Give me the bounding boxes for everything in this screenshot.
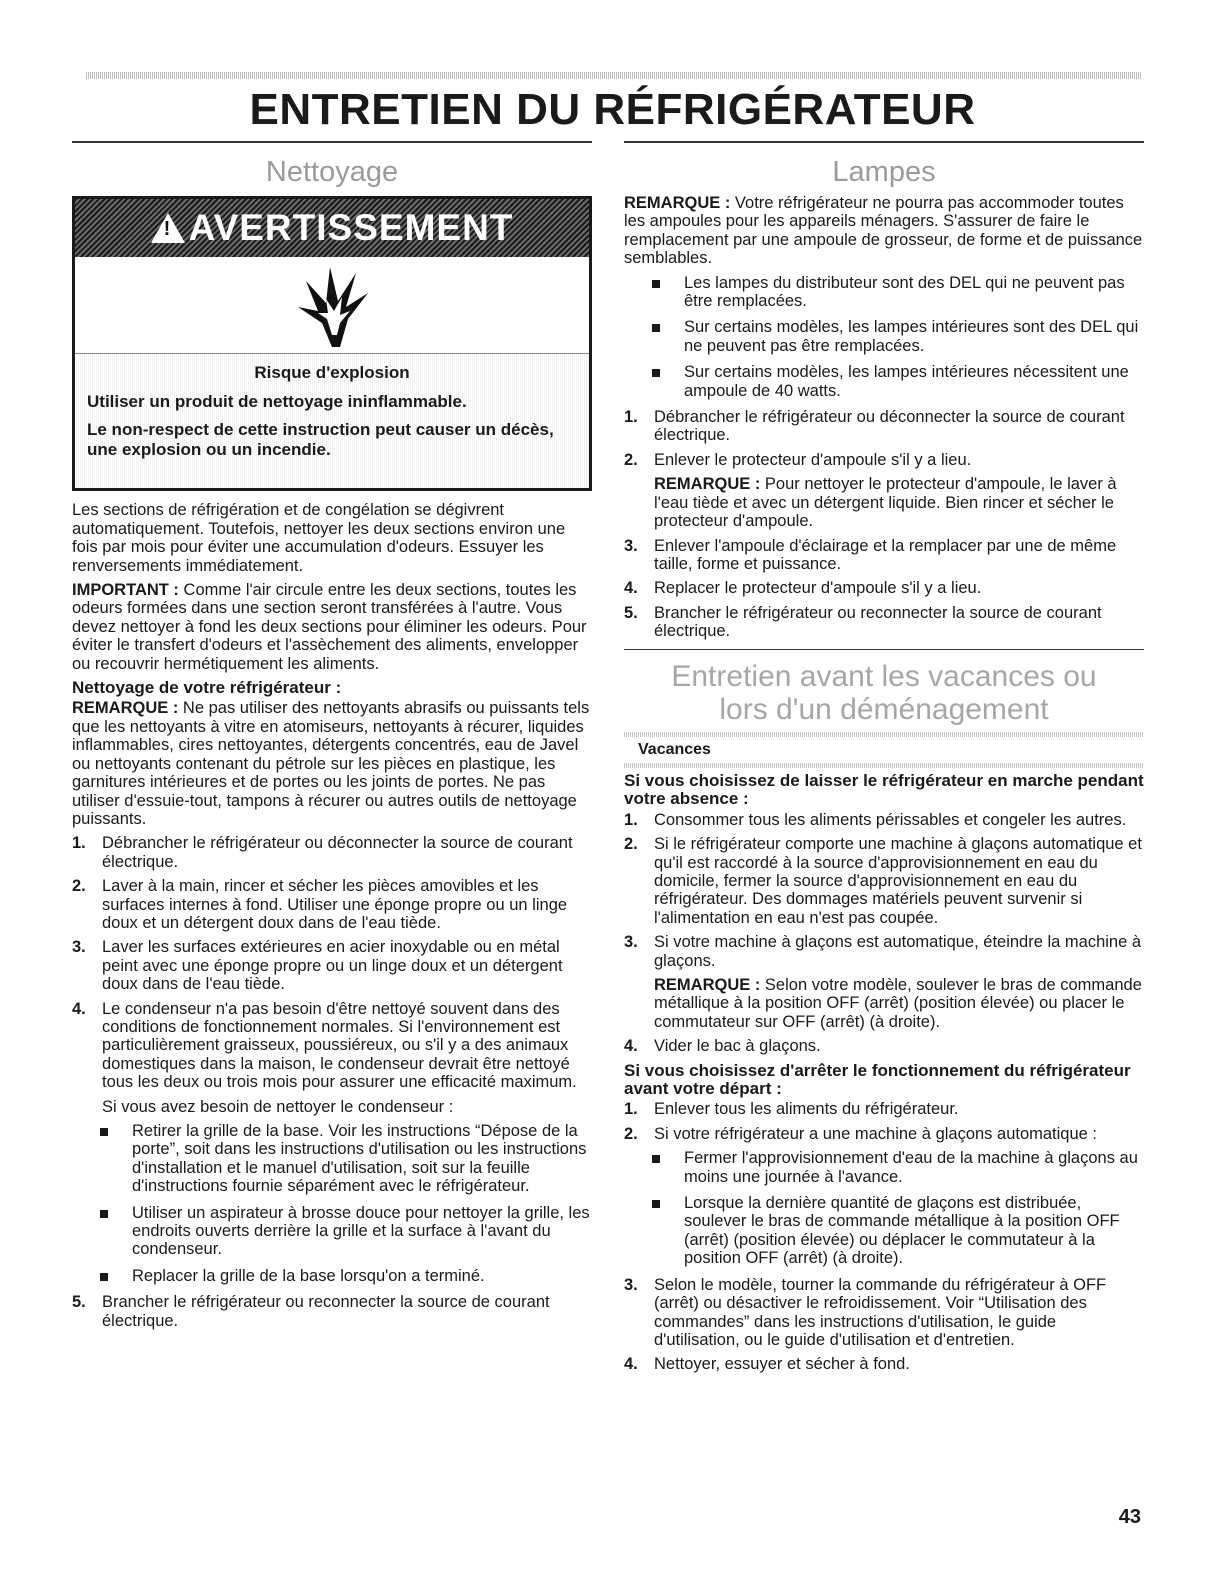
important-label: IMPORTANT : — [72, 581, 179, 600]
step-number: 1. — [624, 810, 638, 829]
step-text: Si votre réfrigérateur a une machine à glaçons automatique : — [654, 1124, 1098, 1143]
step-text: Brancher le réfrigérateur ou reconnecter la source de courant électrique. — [102, 1293, 550, 1330]
step-text — [654, 451, 1144, 531]
lamp-bullets — [624, 274, 1144, 400]
dotted-rule — [624, 732, 1144, 737]
list-item — [100, 1122, 592, 1196]
bullet-text: Retirer la grille de la base. Voir les instructions “Dépose de la porte”, soit dans les instructions d'utilisation ou les instructions d'installation et le manuel d'utilisation, soit sur la feuille d'instructions fournie séparément avec le réfrigérateur. — [132, 1122, 587, 1196]
explosion-icon — [75, 257, 589, 354]
list-item — [624, 537, 1144, 574]
step-number: 4. — [624, 1037, 638, 1056]
cleaning-subheading: Nettoyage de votre réfrigérateur : — [72, 678, 342, 698]
step-number: 4. — [624, 579, 638, 598]
important-text: Comme l'air circule entre les deux sections, toutes les odeurs formées dans une section seront transférées à l'autre. Vous devez nettoyer à fond les deux sections pour éliminer les odeurs. Pour éviter le transfert d'odeurs et l'assèchement des aliments, envelopper ou recouvrir hermétiquement les aliments. — [72, 581, 587, 673]
list-item — [624, 604, 1144, 641]
page-number: 43 — [1118, 1506, 1141, 1528]
warning-triangle-mark: ! — [163, 218, 172, 240]
list-item — [652, 274, 1144, 311]
section-heading-nettoyage: Nettoyage — [265, 156, 399, 188]
condenser-intro: Si vous avez besoin de nettoyer le condenseur : — [102, 1097, 454, 1116]
vacances-label: Vacances — [638, 740, 711, 758]
important-paragraph — [72, 581, 592, 673]
step-text-main: Le condenseur n'a pas besoin d'être nettoyé souvent dans des conditions de fonctionnement normales. Si l'environnement est particulièrement graisseux, poussiéreux, ou s'il y a des animaux domestiques dans la maison, le condenseur devrait être nettoyé tous les deux ou trois mois pour assurer une efficacité maximum. — [102, 999, 577, 1092]
section-heading-lampes: Lampes — [832, 156, 936, 188]
list-item — [624, 1100, 1144, 1118]
step-number: 3. — [624, 1275, 638, 1294]
warning-banner — [75, 199, 589, 257]
right-title-rule — [624, 141, 1144, 143]
step-text: Enlever l'ampoule d'éclairage et la remplacer par une de même taille, forme et puissance. — [654, 536, 1117, 573]
step-number: 5. — [72, 1293, 86, 1312]
bullet-icon — [652, 363, 684, 400]
step-text — [654, 933, 1144, 1031]
step-note — [654, 475, 1144, 530]
step-number: 2. — [72, 877, 86, 896]
bullet-text: Les lampes du distributeur sont des DEL qui ne peuvent pas être remplacées. — [684, 273, 1125, 311]
remarque-text: Votre réfrigérateur ne pourra pas accommoder toutes les ampoules pour les appareils ménagers. S'assurer de faire le remplacement par une ampoule de grosseur, de forme et de puissance semblables. — [624, 194, 1143, 268]
list-item — [624, 579, 1144, 597]
bullet-icon — [652, 318, 684, 355]
step-text: Laver à la main, rincer et sécher les pièces amovibles et les surfaces internes à fond. Utiliser une éponge propre ou un linge doux et un détergent doux dans de l'eau tiède. — [102, 877, 568, 932]
step-text: Brancher le réfrigérateur ou reconnecter la source de courant électrique. — [654, 603, 1102, 641]
warning-triangle-icon — [151, 213, 185, 243]
list-item — [624, 1355, 1144, 1373]
remarque-text: Ne pas utiliser des nettoyants abrasifs ou puissants tels que les nettoyants à vitre en atomiseurs, nettoyants à récurer, liquides inflammables, cires nettoyantes, détergents concentrés, eau de Javel ou nettoyants contenant du pétrole sur les pièces en plastique, les garnitures intérieures et de portes ou les joints de portes. Ne pas utiliser d'essuie-tout, tampons à récurer ou autres outils de nettoyage puissants. — [72, 699, 590, 828]
list-item — [652, 363, 1144, 400]
section-divider — [624, 649, 1144, 650]
step-number: 1. — [624, 1100, 638, 1119]
step-text: Vider le bac à glaçons. — [654, 1037, 821, 1056]
bullet-icon — [652, 1149, 684, 1186]
list-item — [72, 877, 592, 932]
section-heading-vacances — [624, 660, 1144, 726]
bullet-icon — [100, 1267, 132, 1285]
defrost-paragraph: Les sections de réfrigération et de congélation se dégivrent automatiquement. Toutefois, nettoyer les deux sections environ une fois par mois pour éviter une accumulation d'odeurs. Essuyer les renversements immédiatement. — [72, 501, 566, 575]
left-column — [72, 144, 592, 1336]
vacation-subheading-1: Si vous choisissez de laisser le réfrigérateur en marche pendant votre absence : — [624, 770, 1144, 809]
step-number: 2. — [624, 835, 638, 854]
list-item — [624, 451, 1144, 531]
list-item — [100, 1267, 592, 1285]
list-item — [652, 318, 1144, 355]
list-item — [652, 1194, 1144, 1268]
condenser-bullets — [72, 1122, 592, 1285]
list-item — [652, 1149, 1144, 1186]
bullet-text: Fermer l'approvisionnement d'eau de la machine à glaçons au moins une journée à l'avance. — [684, 1149, 1138, 1186]
cleaning-steps — [72, 834, 592, 1116]
step-text: Si le réfrigérateur comporte une machine à glaçons automatique et qu'il est raccordé à la source d'approvisionnement en eau du domicile, fermer la source d'approvisionnement en eau du réfrigérateur. Des dommages matériels peuvent survenir si l'alimentation en eau n'est pas coupée. — [654, 835, 1142, 927]
remarque-label: REMARQUE : — [624, 194, 731, 212]
warning-box — [72, 196, 592, 491]
remarque-text: Selon votre modèle, soulever le bras de commande métallique à la position OFF (arrêt) (position élevée) ou placer le commutateur sur OFF (arrêt) (à droite). — [654, 976, 1142, 1031]
explosion-icon-graphic — [292, 263, 372, 347]
list-item — [624, 835, 1144, 927]
warning-risk: Risque d'explosion — [254, 363, 410, 382]
list-item — [624, 1125, 1144, 1143]
top-dotted-rule — [86, 72, 1142, 79]
vacation-subheading-2: Si vous choisissez d'arrêter le fonctionnement du réfrigérateur avant votre départ : — [624, 1060, 1131, 1099]
shutdown-bullets — [624, 1149, 1144, 1267]
warning-body — [75, 354, 589, 488]
list-item — [624, 408, 1144, 445]
list-item — [624, 1037, 1144, 1055]
list-item — [72, 1000, 592, 1116]
shutdown-steps — [624, 1100, 1144, 1143]
dotted-rule — [624, 763, 1144, 768]
bullet-icon — [100, 1204, 132, 1259]
list-item — [624, 933, 1144, 1031]
remarque-label: REMARQUE : — [654, 976, 761, 994]
right-column — [624, 144, 1144, 1380]
cleaning-remarque — [72, 699, 592, 828]
lamp-remarque — [624, 194, 1144, 268]
vacation-steps — [624, 811, 1144, 1056]
bullet-icon — [652, 1194, 684, 1268]
step-text-main: Enlever le protecteur d'ampoule s'il y a lieu. — [654, 450, 972, 469]
bullet-text: Sur certains modèles, les lampes intérieures nécessitent une ampoule de 40 watts. — [684, 363, 1129, 400]
heading-line-2: lors d'un déménagement — [719, 692, 1049, 726]
step-number: 2. — [624, 1124, 638, 1143]
step-note — [654, 976, 1144, 1031]
warning-banner-text: AVERTISSEMENT — [188, 206, 514, 248]
bullet-text: Lorsque la dernière quantité de glaçons est distribuée, soulever le bras de commande métallique à la position OFF (arrêt) (position élevée) ou déplacer le commutateur à la position OFF (arrêt) (à droite). — [684, 1194, 1120, 1268]
list-item — [624, 811, 1144, 829]
list-item — [624, 1276, 1144, 1350]
step-text: Nettoyer, essuyer et sécher à fond. — [654, 1355, 910, 1374]
step-number: 3. — [72, 938, 86, 957]
step-number: 3. — [624, 933, 638, 952]
step-number: 4. — [624, 1355, 638, 1374]
remarque-text: Pour nettoyer le protecteur d'ampoule, le laver à l'eau tiède et avec un détergent liquide. Bien rincer et sécher le protecteur d'ampoule. — [654, 475, 1117, 531]
step-number: 4. — [72, 999, 86, 1018]
warning-line-1: Utiliser un produit de nettoyage ininflammable. — [87, 392, 467, 412]
step-number: 5. — [624, 603, 638, 622]
step-text-main: Si votre machine à glaçons est automatique, éteindre la machine à glaçons. — [654, 933, 1142, 970]
shutdown-steps-cont — [624, 1276, 1144, 1374]
warning-line-2: Le non-respect de cette instruction peut causer un décès, une explosion ou un incendie. — [87, 420, 554, 460]
step-number: 3. — [624, 536, 638, 555]
bullet-text: Replacer la grille de la base lorsqu'on a terminé. — [132, 1266, 485, 1285]
list-item — [72, 938, 592, 993]
list-item — [72, 1293, 592, 1330]
left-title-rule — [72, 141, 592, 143]
remarque-label: REMARQUE : — [72, 699, 179, 718]
step-text: Selon le modèle, tourner la commande du réfrigérateur à OFF (arrêt) ou désactiver le refroidissement. Voir “Utilisation des commandes” dans les instructions d'utilisation, le guide d'utilisation, ou le guide d'utilisation et d'entretien. — [654, 1275, 1107, 1349]
lamp-steps — [624, 408, 1144, 640]
bullet-text: Utiliser un aspirateur à brosse douce pour nettoyer la grille, les endroits ouverts derrière la grille et la surface à l'avant du condenseur. — [132, 1203, 590, 1259]
step-text — [102, 1000, 592, 1116]
step-text: Débrancher le réfrigérateur ou déconnecter la source de courant électrique. — [102, 834, 573, 871]
step-text: Enlever tous les aliments du réfrigérateur. — [654, 1100, 959, 1119]
step-text: Laver les surfaces extérieures en acier inoxydable ou en métal peint avec une éponge propre ou un linge doux et un détergent doux dans de l'eau tiède. — [102, 938, 563, 994]
step-text: Replacer le protecteur d'ampoule s'il y a lieu. — [654, 579, 982, 598]
step-number: 1. — [624, 408, 638, 427]
remarque-label: REMARQUE : — [654, 475, 761, 494]
bullet-icon — [100, 1122, 132, 1196]
bullet-text: Sur certains modèles, les lampes intérieures sont des DEL qui ne peuvent pas être remplacées. — [684, 318, 1139, 355]
step-text: Consommer tous les aliments périssables et congeler les autres. — [654, 810, 1127, 829]
bullet-icon — [652, 274, 684, 311]
step-number: 1. — [72, 834, 86, 853]
step-text: Débrancher le réfrigérateur ou déconnecter la source de courant électrique. — [654, 408, 1125, 445]
heading-line-1: Entretien avant les vacances ou — [671, 659, 1097, 693]
page-title: ENTRETIEN DU RÉFRIGÉRATEUR — [249, 85, 976, 134]
list-item — [72, 834, 592, 871]
step-number: 2. — [624, 450, 638, 469]
list-item — [100, 1204, 592, 1259]
